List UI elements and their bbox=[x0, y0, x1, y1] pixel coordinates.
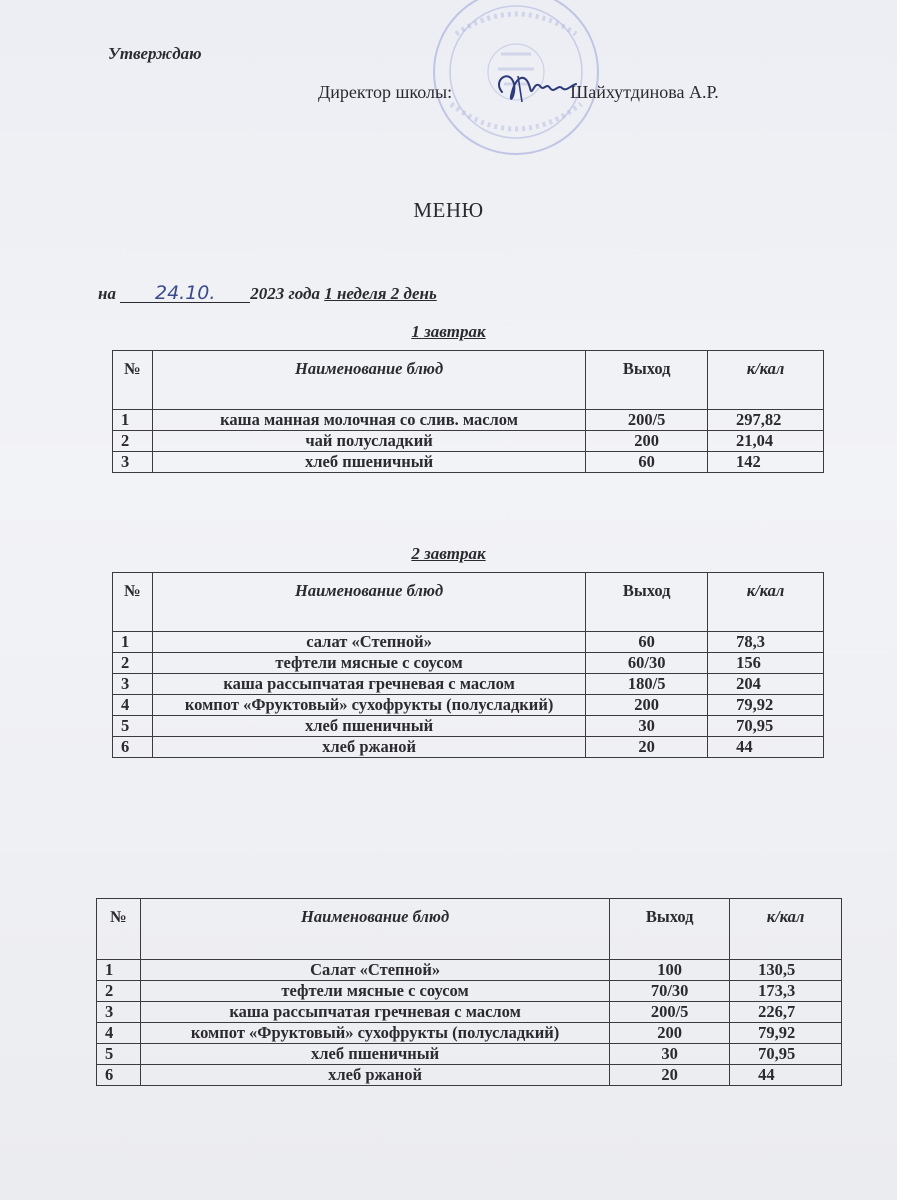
portion: 70/30 bbox=[610, 981, 730, 1002]
header-dish-name: Наименование блюд bbox=[152, 351, 585, 410]
header-portion: Выход bbox=[610, 899, 730, 960]
kcal: 79,92 bbox=[708, 695, 824, 716]
portion: 200/5 bbox=[586, 410, 708, 431]
date-prefix: на bbox=[98, 284, 116, 303]
dish-name: Салат «Степной» bbox=[140, 960, 609, 981]
row-number: 6 bbox=[97, 1065, 141, 1086]
approve-label: Утверждаю bbox=[108, 44, 202, 63]
kcal: 226,7 bbox=[730, 1002, 842, 1023]
table-row bbox=[97, 1023, 842, 1044]
dish-name: каша рассыпчатая гречневая с маслом bbox=[152, 674, 585, 695]
kcal: 79,92 bbox=[730, 1023, 842, 1044]
section-label-breakfast-2: 2 завтрак bbox=[411, 544, 486, 563]
header-number: № bbox=[113, 351, 153, 410]
dish-name: хлеб ржаной bbox=[140, 1065, 609, 1086]
table-row bbox=[113, 674, 824, 695]
header-dish-name: Наименование блюд bbox=[140, 899, 609, 960]
table-row bbox=[113, 737, 824, 758]
dish-name: компот «Фруктовый» сухофрукты (полусладкий) bbox=[140, 1023, 609, 1044]
table-row bbox=[97, 1044, 842, 1065]
row-number: 3 bbox=[97, 1002, 141, 1023]
table-row bbox=[113, 653, 824, 674]
dish-name: хлеб пшеничный bbox=[152, 452, 585, 473]
portion: 200 bbox=[610, 1023, 730, 1044]
portion: 60 bbox=[586, 452, 708, 473]
table-row bbox=[97, 1002, 842, 1023]
row-number: 4 bbox=[97, 1023, 141, 1044]
header-kcal: к/кал bbox=[708, 573, 824, 632]
header-portion: Выход bbox=[586, 573, 708, 632]
director-name: Шайхутдинова А.Р. bbox=[570, 82, 719, 102]
header-kcal: к/кал bbox=[730, 899, 842, 960]
row-number: 3 bbox=[113, 452, 153, 473]
director-label: Директор школы: bbox=[318, 82, 453, 102]
section-label-breakfast-1: 1 завтрак bbox=[411, 322, 486, 341]
dish-name: хлеб ржаной bbox=[152, 737, 585, 758]
table-row bbox=[113, 452, 824, 473]
kcal: 44 bbox=[708, 737, 824, 758]
menu-table-breakfast-1 bbox=[112, 350, 824, 473]
dish-name: хлеб пшеничный bbox=[140, 1044, 609, 1065]
page-title: МЕНЮ bbox=[413, 198, 484, 222]
kcal: 204 bbox=[708, 674, 824, 695]
kcal: 70,95 bbox=[708, 716, 824, 737]
header-number: № bbox=[113, 573, 153, 632]
header-number: № bbox=[97, 899, 141, 960]
table-row bbox=[97, 960, 842, 981]
dish-name: компот «Фруктовый» сухофрукты (полусладкий) bbox=[152, 695, 585, 716]
kcal: 156 bbox=[708, 653, 824, 674]
header-portion: Выход bbox=[586, 351, 708, 410]
table-row bbox=[113, 632, 824, 653]
kcal: 21,04 bbox=[708, 431, 824, 452]
table-row bbox=[113, 716, 824, 737]
portion: 200 bbox=[586, 431, 708, 452]
dish-name: каша рассыпчатая гречневая с маслом bbox=[140, 1002, 609, 1023]
table-header-row bbox=[113, 573, 824, 632]
kcal: 142 bbox=[708, 452, 824, 473]
table-row bbox=[97, 981, 842, 1002]
portion: 60/30 bbox=[586, 653, 708, 674]
dish-name: тефтели мясные с соусом bbox=[140, 981, 609, 1002]
header-dish-name: Наименование блюд bbox=[152, 573, 585, 632]
table-row bbox=[113, 410, 824, 431]
portion: 60 bbox=[586, 632, 708, 653]
table-row bbox=[113, 695, 824, 716]
menu-table-breakfast-2 bbox=[112, 572, 824, 758]
handwritten-date: 24.10. bbox=[120, 284, 250, 303]
row-number: 1 bbox=[113, 410, 153, 431]
portion: 180/5 bbox=[586, 674, 708, 695]
portion: 30 bbox=[586, 716, 708, 737]
portion: 200 bbox=[586, 695, 708, 716]
row-number: 5 bbox=[97, 1044, 141, 1065]
table-header-row bbox=[97, 899, 842, 960]
header-kcal: к/кал bbox=[708, 351, 824, 410]
dish-name: каша манная молочная со слив. маслом bbox=[152, 410, 585, 431]
week-day-text: 1 неделя 2 день bbox=[324, 284, 437, 303]
kcal: 44 bbox=[730, 1065, 842, 1086]
row-number: 3 bbox=[113, 674, 153, 695]
table-row bbox=[113, 431, 824, 452]
kcal: 173,3 bbox=[730, 981, 842, 1002]
kcal: 297,82 bbox=[708, 410, 824, 431]
portion: 20 bbox=[610, 1065, 730, 1086]
kcal: 130,5 bbox=[730, 960, 842, 981]
row-number: 5 bbox=[113, 716, 153, 737]
portion: 20 bbox=[586, 737, 708, 758]
row-number: 1 bbox=[113, 632, 153, 653]
table-row bbox=[97, 1065, 842, 1086]
year-text: 2023 года bbox=[250, 284, 320, 303]
dish-name: тефтели мясные с соусом bbox=[152, 653, 585, 674]
kcal: 78,3 bbox=[708, 632, 824, 653]
row-number: 2 bbox=[113, 653, 153, 674]
dish-name: салат «Степной» bbox=[152, 632, 585, 653]
row-number: 6 bbox=[113, 737, 153, 758]
portion: 30 bbox=[610, 1044, 730, 1065]
row-number: 2 bbox=[97, 981, 141, 1002]
date-line bbox=[98, 284, 437, 304]
row-number: 1 bbox=[97, 960, 141, 981]
kcal: 70,95 bbox=[730, 1044, 842, 1065]
portion: 200/5 bbox=[610, 1002, 730, 1023]
dish-name: хлеб пшеничный bbox=[152, 716, 585, 737]
menu-table-lunch bbox=[96, 898, 842, 1086]
signature-icon bbox=[488, 62, 588, 114]
table-header-row bbox=[113, 351, 824, 410]
row-number: 4 bbox=[113, 695, 153, 716]
row-number: 2 bbox=[113, 431, 153, 452]
dish-name: чай полусладкий bbox=[152, 431, 585, 452]
portion: 100 bbox=[610, 960, 730, 981]
